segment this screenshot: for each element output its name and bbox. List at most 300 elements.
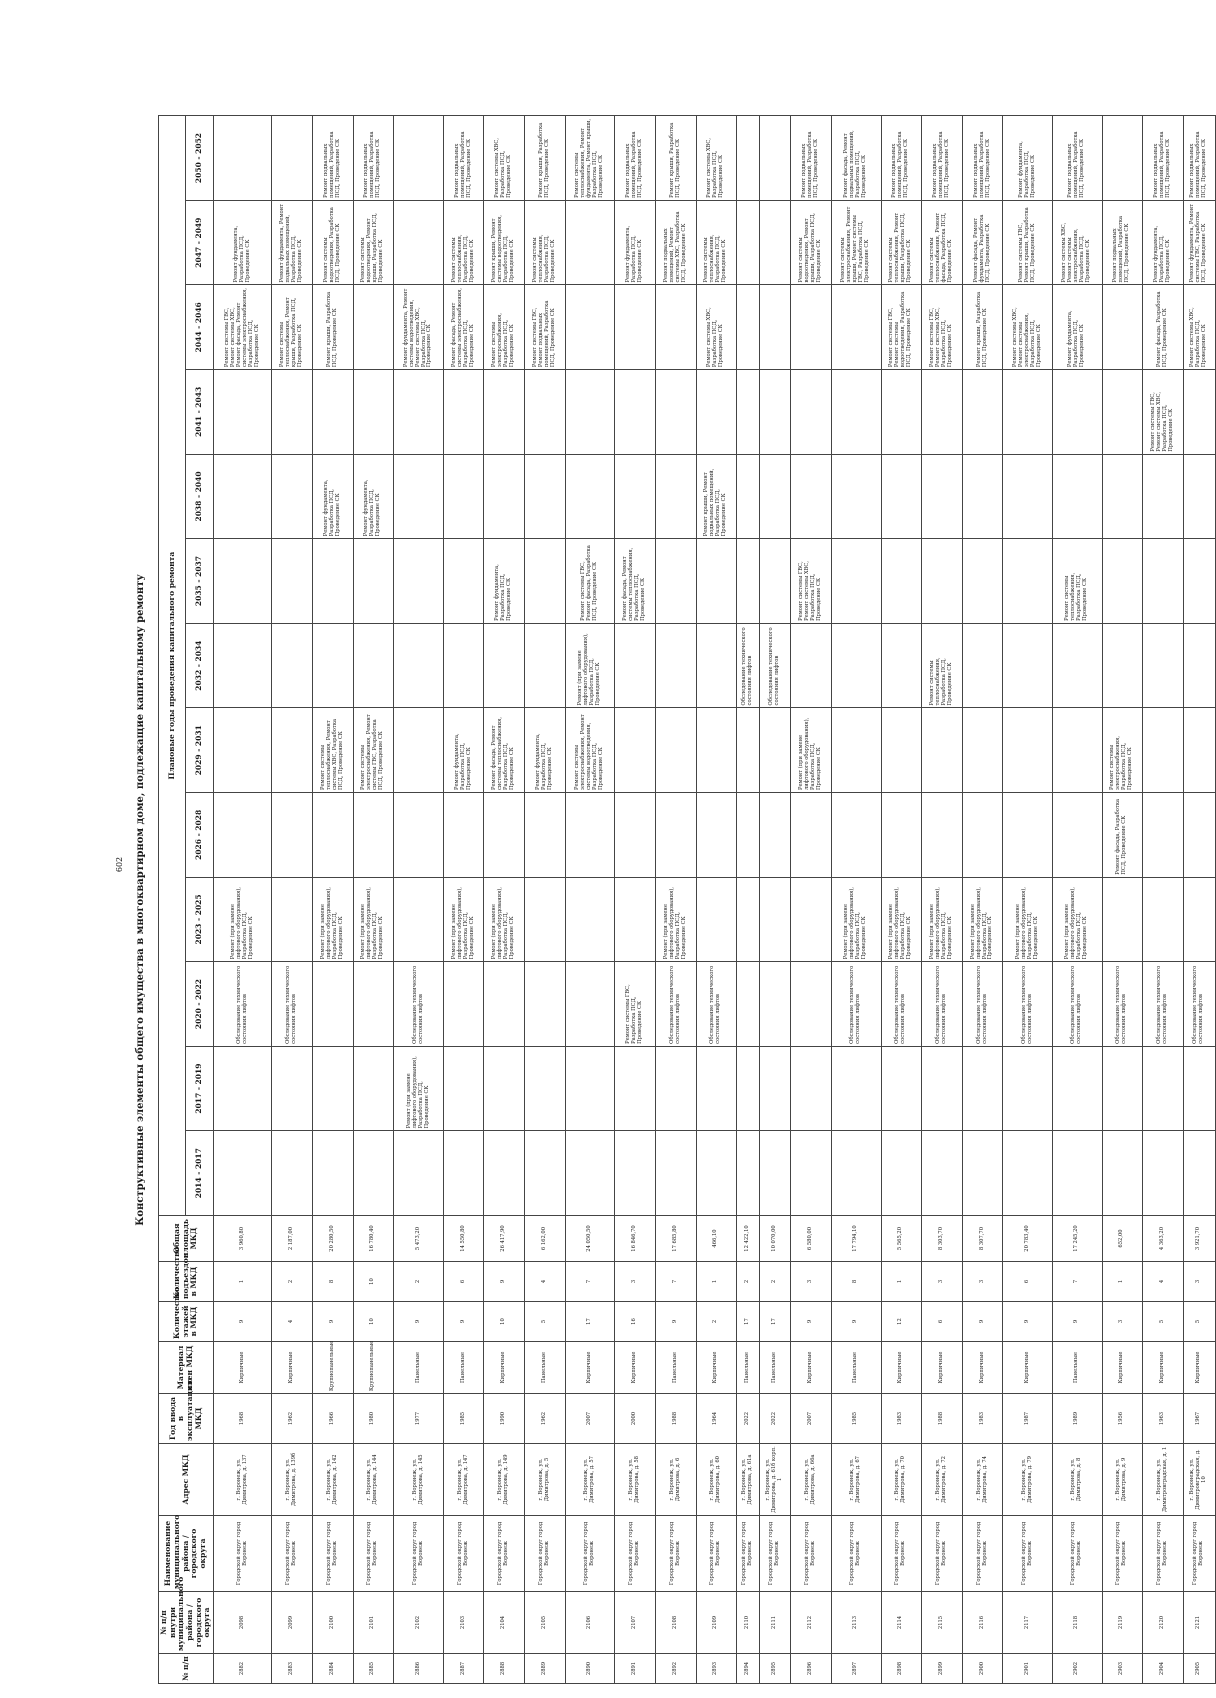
cell-period-work [831, 708, 881, 793]
cell-period-work [831, 793, 881, 878]
cell-area: 6 580,00 [791, 1216, 832, 1262]
cell-period-work: Ремонт системы ХВС, Разработка ПСД, Проведение СК [484, 116, 525, 201]
cell-n: 2886 [394, 1654, 444, 1684]
cell-mun-name: Городской округ город Воронеж [1003, 1516, 1053, 1592]
cell-period-work: Ремонт фундамента, Разработка ПСД, Проведение СК [1143, 200, 1184, 285]
cell-period-work [737, 793, 760, 878]
cell-period-work [962, 539, 1003, 624]
cell-period-work [655, 623, 696, 708]
cell-period-work [737, 1046, 760, 1131]
cell-n-mun: 2106 [565, 1592, 615, 1654]
header-period: 2017 - 2019 [186, 1046, 213, 1131]
cell-entrances: 3 [1183, 1262, 1215, 1302]
cell-material: Кирпичные [213, 1342, 272, 1394]
cell-period-work: Обследование технического состояния лифтов [1052, 962, 1102, 1047]
cell-period-work [1052, 454, 1102, 539]
cell-floors: 9 [1003, 1302, 1053, 1342]
cell-area: 2 187,00 [272, 1216, 313, 1262]
cell-period-work [696, 623, 737, 708]
cell-period-work [1102, 1131, 1143, 1216]
cell-period-work: Ремонт подвальных помещений, Разработка ПСД, Проведение СК [1052, 116, 1102, 201]
cell-n: 2899 [922, 1654, 963, 1684]
table-row [655, 116, 696, 1684]
cell-period-work [696, 708, 737, 793]
cell-period-work: Ремонт подвальных помещений, Разработка ПСД, Проведение СК [443, 116, 484, 201]
cell-n: 2894 [737, 1654, 760, 1684]
cell-period-work: Обследование технического состояния лифтов [1183, 962, 1215, 1047]
cell-period-work: Обследование технического состояния лифтов [962, 962, 1003, 1047]
cell-address: г. Воронеж, ул. Димитрова, д. 6 [655, 1444, 696, 1516]
table-row [922, 116, 963, 1684]
cell-period-work [759, 962, 791, 1047]
cell-period-work [443, 623, 484, 708]
cell-period-work [881, 370, 922, 455]
cell-year: 1983 [962, 1394, 1003, 1444]
cell-n: 2893 [696, 1654, 737, 1684]
cell-address: г. Воронеж, ул. Димитрова, д. 58 [615, 1444, 656, 1516]
cell-period-work [791, 285, 832, 370]
cell-period-work: Обследование технического состояния лифтов [272, 962, 313, 1047]
cell-mun-name: Городской округ город Воронеж [272, 1516, 313, 1592]
cell-period-work [615, 708, 656, 793]
cell-year: 2007 [565, 1394, 615, 1444]
cell-material: Кирпичные [791, 1342, 832, 1394]
cell-period-work [443, 1131, 484, 1216]
cell-period-work: Ремонт системы ГВС, Ремонт подвальных помещений, Разработка ПСД, Проведение СК [525, 285, 566, 370]
cell-period-work [922, 1046, 963, 1131]
cell-period-work [443, 539, 484, 624]
cell-period-work [831, 1131, 881, 1216]
cell-area: 17 794,10 [831, 1216, 881, 1262]
cell-entrances: 9 [484, 1262, 525, 1302]
cell-n: 2887 [443, 1654, 484, 1684]
cell-period-work [394, 370, 444, 455]
cell-year: 1980 [353, 1394, 394, 1444]
cell-period-work [759, 370, 791, 455]
cell-floors: 9 [962, 1302, 1003, 1342]
header-period: 2020 - 2022 [186, 962, 213, 1047]
cell-period-work: Ремонт (при замене лифтового оборудования), Разработка ПСД, Проведение СК [791, 708, 832, 793]
cell-n: 2890 [565, 1654, 615, 1684]
cell-period-work: Ремонт подвальных помещений, Разработка ПСД, Проведение СК [1143, 116, 1184, 201]
cell-n-mun: 2107 [615, 1592, 656, 1654]
cell-period-work: Ремонт подвальных помещений, Разработка ПСД, Проведение СК [791, 116, 832, 201]
cell-period-work [922, 370, 963, 455]
cell-mun-name: Городской округ город Воронеж [1052, 1516, 1102, 1592]
cell-period-work [394, 539, 444, 624]
cell-material: Кирпичные [1143, 1342, 1184, 1394]
header-period: 2050 - 2052 [186, 116, 213, 201]
cell-period-work [353, 962, 394, 1047]
cell-period-work: Ремонт системы ГВС, Ремонт системы ХВС, Разработка ПСД, Проведение СК [791, 539, 832, 624]
cell-period-work [1052, 1131, 1102, 1216]
cell-material: Кирпичные [1102, 1342, 1143, 1394]
table-row [1052, 116, 1102, 1684]
cell-n: 2901 [1003, 1654, 1053, 1684]
cell-year: 1977 [394, 1394, 444, 1444]
cell-period-work: Ремонт системы ГВС, Ремонт системы ХВС, Разработка ПСД, Проведение СК [922, 285, 963, 370]
cell-entrances: 1 [213, 1262, 272, 1302]
cell-period-work: Ремонт подвальных помещений, Ремонт системы ХВС, Разработка ПСД, Проведение СК [655, 200, 696, 285]
header-year: Год ввода в эксплуатацию МКД [159, 1394, 214, 1444]
cell-period-work [565, 285, 615, 370]
cell-period-work [737, 877, 760, 962]
cell-period-work [1183, 623, 1215, 708]
cell-period-work [831, 370, 881, 455]
cell-period-work: Ремонт фундамента, Разработка ПСД, Проведение СК [525, 708, 566, 793]
cell-period-work [1003, 539, 1053, 624]
cell-floors: 9 [313, 1302, 354, 1342]
cell-period-work [615, 454, 656, 539]
cell-period-work: Ремонт фундамента, Разработка ПСД, Проведение СК [213, 200, 272, 285]
cell-period-work: Ремонт системы водоотведения, Ремонт крыши, Разработка ПСД, Проведение СК [791, 200, 832, 285]
cell-material: Кирпичные [1183, 1342, 1215, 1394]
cell-period-work: Ремонт (при замене лифтового оборудования), Разработка ПСД, Проведение СК [213, 877, 272, 962]
cell-mun-name: Городской округ город Воронеж [655, 1516, 696, 1592]
cell-period-work: Ремонт фундамента, Разработка ПСД, Проведение СК [484, 539, 525, 624]
cell-period-work [1052, 793, 1102, 878]
cell-period-work [272, 539, 313, 624]
table-row [737, 116, 760, 1684]
cell-period-work [313, 1046, 354, 1131]
table-row [394, 116, 444, 1684]
cell-period-work [213, 454, 272, 539]
cell-period-work [655, 285, 696, 370]
cell-period-work: Ремонт (при замене лифтового оборудования), Разработка ПСД, Проведение СК [922, 877, 963, 962]
cell-year: 1962 [272, 1394, 313, 1444]
cell-material: Кирпичные [1003, 1342, 1053, 1394]
cell-period-work: Ремонт системы теплоснабжения, Ремонт крыши, Разработка ПСД, Проведение СК [881, 200, 922, 285]
cell-period-work [696, 539, 737, 624]
cell-entrances: 2 [759, 1262, 791, 1302]
cell-period-work: Ремонт системы теплоснабжения, Разработка ПСД, Проведение СК [525, 200, 566, 285]
cell-period-work: Ремонт подвальных помещений, Разработка ПСД, Проведение СК [1183, 116, 1215, 201]
cell-period-work [213, 539, 272, 624]
cell-floors: 9 [443, 1302, 484, 1342]
table-row [272, 116, 313, 1684]
cell-mun-name: Городской округ город Воронеж [962, 1516, 1003, 1592]
cell-n: 2903 [1102, 1654, 1143, 1684]
cell-period-work: Обследование технического состояния лифтов [831, 962, 881, 1047]
cell-period-work [565, 454, 615, 539]
cell-period-work: Ремонт системы ХВС, Разработка ПСД, Проведение СК [696, 116, 737, 201]
cell-period-work [525, 793, 566, 878]
header-row-top [159, 116, 186, 1684]
cell-floors: 10 [353, 1302, 394, 1342]
cell-period-work: Ремонт фундамента, Ремонт подвальных помещений, Разработка ПСД, Проведение СК [272, 200, 313, 285]
cell-period-work [737, 962, 760, 1047]
cell-period-work: Ремонт (при замене лифтового оборудования), Разработка ПСД, Проведение СК [881, 877, 922, 962]
cell-address: г. Воронеж, ул. Димитрова, д. 8 [1052, 1444, 1102, 1516]
header-period: 2029 - 2031 [186, 708, 213, 793]
cell-area: 24 050,50 [565, 1216, 615, 1262]
cell-period-work [1143, 1131, 1184, 1216]
cell-year: 2022 [737, 1394, 760, 1444]
cell-entrances: 2 [394, 1262, 444, 1302]
capital-repair-table [158, 115, 1216, 1684]
cell-period-work [272, 623, 313, 708]
cell-mun-name: Городской округ город Воронеж [615, 1516, 656, 1592]
table-row [759, 116, 791, 1684]
table-row [696, 116, 737, 1684]
header-mun-name: Наименование муниципального района / городского округа [159, 1516, 214, 1592]
cell-period-work: Обследование технического состояния лифтов [1003, 962, 1053, 1047]
cell-period-work [484, 454, 525, 539]
cell-area: 10 070,00 [759, 1216, 791, 1262]
cell-period-work [484, 623, 525, 708]
cell-period-work [962, 793, 1003, 878]
cell-address: г. Воронеж, ул. Димитрова, д. 79 [1003, 1444, 1053, 1516]
cell-period-work [881, 454, 922, 539]
cell-period-work [962, 454, 1003, 539]
cell-period-work [615, 1131, 656, 1216]
cell-period-work: Ремонт (при замене лифтового оборудования), Разработка ПСД, Проведение СК [962, 877, 1003, 962]
cell-period-work [615, 1046, 656, 1131]
cell-period-work [1102, 454, 1143, 539]
cell-period-work: Ремонт фундамента, Разработка ПСД, Проведение СК [1052, 285, 1102, 370]
cell-floors: 2 [696, 1302, 737, 1342]
table-row [443, 116, 484, 1684]
cell-period-work: Ремонт (при замене лифтового оборудования), Разработка ПСД, Проведение СК [313, 877, 354, 962]
cell-period-work [272, 793, 313, 878]
cell-period-work [353, 1046, 394, 1131]
cell-period-work: Ремонт системы водоотведения, Разработка ПСД, Проведение СК [313, 200, 354, 285]
cell-period-work [881, 539, 922, 624]
cell-mun-name: Городской округ город Воронеж [737, 1516, 760, 1592]
cell-period-work [791, 1131, 832, 1216]
cell-period-work [272, 1046, 313, 1131]
cell-period-work [1183, 370, 1215, 455]
table-row [1183, 116, 1215, 1684]
cell-period-work [1183, 539, 1215, 624]
cell-period-work [313, 1131, 354, 1216]
cell-period-work [1003, 708, 1053, 793]
cell-period-work: Ремонт подвальных помещений, Разработка ПСД, Проведение СК [922, 116, 963, 201]
cell-floors: 5 [1183, 1302, 1215, 1342]
cell-period-work: Ремонт фасада, Ремонт подвальных помещений, Разработка ПСД, Проведение СК [831, 116, 881, 201]
cell-mun-name: Городской округ город Воронеж [1183, 1516, 1215, 1592]
cell-period-work: Обследование технического состояния лифтов [655, 962, 696, 1047]
cell-material: Панельные [655, 1342, 696, 1394]
cell-n-mun: 2103 [443, 1592, 484, 1654]
cell-floors: 9 [394, 1302, 444, 1342]
cell-period-work [1102, 370, 1143, 455]
cell-period-work [737, 370, 760, 455]
cell-period-work [394, 200, 444, 285]
cell-year: 1989 [1052, 1394, 1102, 1444]
cell-period-work [1143, 793, 1184, 878]
cell-material: Панельные [525, 1342, 566, 1394]
cell-period-work [1102, 539, 1143, 624]
cell-floors: 5 [525, 1302, 566, 1342]
cell-address: г. Воронеж, ул. Димитрова, д. 67 [831, 1444, 881, 1516]
cell-period-work [1003, 793, 1053, 878]
cell-period-work [615, 877, 656, 962]
cell-period-work [1143, 708, 1184, 793]
cell-area: 20 783,40 [1003, 1216, 1053, 1262]
cell-period-work [759, 1046, 791, 1131]
cell-period-work [831, 454, 881, 539]
cell-material: Крупнопанельные [313, 1342, 354, 1394]
table-row [484, 116, 525, 1684]
cell-period-work [525, 539, 566, 624]
cell-period-work: Обследование технического состояния лифтов [737, 623, 760, 708]
cell-period-work [1102, 623, 1143, 708]
cell-period-work [831, 623, 881, 708]
cell-period-work: Ремонт фундамента, Ремонт системы водоотведения, Ремонт системы ХВС, Разработка ПСД, Проведение СК [394, 285, 444, 370]
cell-period-work: Обследование технического состояния лифтов [394, 962, 444, 1047]
cell-period-work [394, 623, 444, 708]
cell-period-work [213, 1046, 272, 1131]
cell-period-work: Ремонт фасада, Ремонт системы теплоснабжения, Разработка ПСД, Проведение СК [615, 539, 656, 624]
cell-mun-name: Городской округ город Воронеж [213, 1516, 272, 1592]
cell-period-work [565, 1131, 615, 1216]
cell-n: 2902 [1052, 1654, 1102, 1684]
table-body [213, 116, 1215, 1684]
cell-material: Кирпичные [962, 1342, 1003, 1394]
cell-period-work [272, 708, 313, 793]
cell-period-work [696, 793, 737, 878]
cell-period-work [484, 1131, 525, 1216]
cell-period-work: Ремонт системы электроснабжения, Ремонт системы водоотведения, Разработка ПСД, Проведение СК [565, 708, 615, 793]
cell-period-work: Обследование технического состояния лифтов [1102, 962, 1143, 1047]
cell-entrances: 1 [696, 1262, 737, 1302]
cell-mun-name: Городской округ город Воронеж [831, 1516, 881, 1592]
cell-n: 2891 [615, 1654, 656, 1684]
cell-period-work [443, 454, 484, 539]
table-row [213, 116, 272, 1684]
cell-n: 2905 [1183, 1654, 1215, 1684]
cell-period-work [1102, 116, 1143, 201]
cell-period-work: Ремонт системы электроснабжения, Разработка ПСД, Проведение СК [1102, 708, 1143, 793]
table-row [791, 116, 832, 1684]
cell-address: г. Воронеж, ул. Димитрова, д. 61б корп. 1 [759, 1444, 791, 1516]
cell-period-work [881, 623, 922, 708]
cell-period-work: Ремонт фундамента, Разработка ПСД, Проведение СК [313, 454, 354, 539]
cell-period-work [1052, 1046, 1102, 1131]
header-entrances: Количество подъездов в МКД [159, 1262, 214, 1302]
cell-period-work: Ремонт крыши, Разработка ПСД, Проведение СК [525, 116, 566, 201]
cell-address: г. Воронеж, ул. Димитрова, д. 149 [484, 1444, 525, 1516]
cell-address: г. Воронеж, ул. Димитровградская, д. 10 [1183, 1444, 1215, 1516]
cell-n: 2896 [791, 1654, 832, 1684]
cell-period-work [394, 1131, 444, 1216]
cell-year: 1988 [655, 1394, 696, 1444]
cell-mun-name: Городской округ город Воронеж [791, 1516, 832, 1592]
cell-area: 3 960,80 [213, 1216, 272, 1262]
cell-period-work [655, 708, 696, 793]
table-row [1003, 116, 1053, 1684]
cell-period-work [213, 623, 272, 708]
cell-address: г. Воронеж, ул. Димитрова, д. 5 [525, 1444, 566, 1516]
cell-period-work [737, 200, 760, 285]
cell-period-work [565, 200, 615, 285]
cell-entrances: 4 [1143, 1262, 1184, 1302]
cell-period-work [962, 1131, 1003, 1216]
cell-area: 466,10 [696, 1216, 737, 1262]
cell-floors: 16 [615, 1302, 656, 1342]
cell-period-work [791, 623, 832, 708]
cell-n: 2904 [1143, 1654, 1184, 1684]
cell-period-work: Ремонт крыши, Разработка ПСД, Проведение СК [655, 116, 696, 201]
cell-n-mun: 2101 [353, 1592, 394, 1654]
cell-floors: 17 [565, 1302, 615, 1342]
cell-period-work [791, 1046, 832, 1131]
cell-period-work [565, 1046, 615, 1131]
cell-entrances: 2 [272, 1262, 313, 1302]
cell-period-work: Ремонт (при замене лифтового оборудования), Разработка ПСД, Проведение СК [655, 877, 696, 962]
cell-period-work [1183, 708, 1215, 793]
cell-period-work [1143, 623, 1184, 708]
cell-period-work [394, 454, 444, 539]
cell-period-work [1183, 1046, 1215, 1131]
cell-year: 1968 [213, 1394, 272, 1444]
cell-period-work [525, 370, 566, 455]
cell-period-work [759, 708, 791, 793]
cell-entrances: 3 [791, 1262, 832, 1302]
cell-period-work [1183, 793, 1215, 878]
cell-period-work [696, 1131, 737, 1216]
cell-n-mun: 2118 [1052, 1592, 1102, 1654]
cell-period-work: Ремонт системы теплоснабжения, Разработка ПСД, Проведение СК [1052, 539, 1102, 624]
cell-n: 2900 [962, 1654, 1003, 1684]
cell-mun-name: Городской округ город Воронеж [1102, 1516, 1143, 1592]
cell-period-work [565, 877, 615, 962]
cell-period-work [313, 962, 354, 1047]
cell-area: 14 550,80 [443, 1216, 484, 1262]
cell-entrances: 3 [962, 1262, 1003, 1302]
cell-period-work: Ремонт фундамента, Разработка ПСД, Проведение СК [615, 200, 656, 285]
cell-period-work [962, 623, 1003, 708]
cell-period-work: Ремонт фасада, Разработка ПСД, Проведение СК [1102, 793, 1143, 878]
cell-n: 2882 [213, 1654, 272, 1684]
cell-period-work [759, 200, 791, 285]
header-planned-years: Плановые годы проведения капитального ремонта [159, 116, 186, 1216]
cell-floors: 9 [1052, 1302, 1102, 1342]
cell-period-work: Ремонт крыши, Ремонт подвальных помещений, Разработка ПСД, Проведение СК [696, 454, 737, 539]
cell-period-work: Ремонт (при замене лифтового оборудования), Разработка ПСД, Проведение СК [1003, 877, 1053, 962]
cell-period-work [1003, 1046, 1053, 1131]
header-material: Материал стен МКД [159, 1342, 214, 1394]
cell-period-work: Ремонт системы теплоснабжения, Ремонт системы ХВС, Разработка ПСД, Проведение СК [313, 708, 354, 793]
cell-period-work [213, 116, 272, 201]
cell-entrances: 7 [1052, 1262, 1102, 1302]
cell-period-work: Ремонт фундамента, Ремонт системы ГВС, Разработка ПСД, Проведение СК [1183, 200, 1215, 285]
cell-period-work: Ремонт системы теплоснабжения, Ремонт фундамента, Ремонт крыши, Разработка ПСД, Проведение СК [565, 116, 615, 201]
cell-period-work [443, 793, 484, 878]
cell-period-work [313, 623, 354, 708]
cell-address: г. Воронеж, ул. Димитрова, д. 74 [962, 1444, 1003, 1516]
cell-period-work: Ремонт системы теплоснабжения, Разработка ПСД, Проведение СК [922, 623, 963, 708]
cell-period-work [353, 539, 394, 624]
cell-entrances: 4 [525, 1262, 566, 1302]
cell-period-work: Ремонт подвальных помещений, Разработка ПСД, Проведение СК [353, 116, 394, 201]
cell-period-work [1143, 539, 1184, 624]
cell-mun-name: Городской округ город Воронеж [881, 1516, 922, 1592]
cell-year: 1966 [313, 1394, 354, 1444]
cell-period-work: Ремонт подвальных помещений, Разработка ПСД, Проведение СК [962, 116, 1003, 201]
cell-period-work: Ремонт системы теплоснабжения, Ремонт крыши, Разработка ПСД, Проведение СК [272, 285, 313, 370]
cell-period-work [1003, 1131, 1053, 1216]
cell-n-mun: 2098 [213, 1592, 272, 1654]
header-period: 2026 - 2028 [186, 793, 213, 878]
cell-period-work [696, 877, 737, 962]
cell-period-work: Ремонт системы ГВС, Ремонт системы ХВС, Разработка ПСД, Проведение СК [1143, 370, 1184, 455]
table-row [1143, 116, 1184, 1684]
cell-period-work [737, 539, 760, 624]
cell-mun-name: Городской округ город Воронеж [484, 1516, 525, 1592]
cell-period-work: Ремонт (при замене лифтового оборудования), Разработка ПСД, Проведение СК [484, 877, 525, 962]
